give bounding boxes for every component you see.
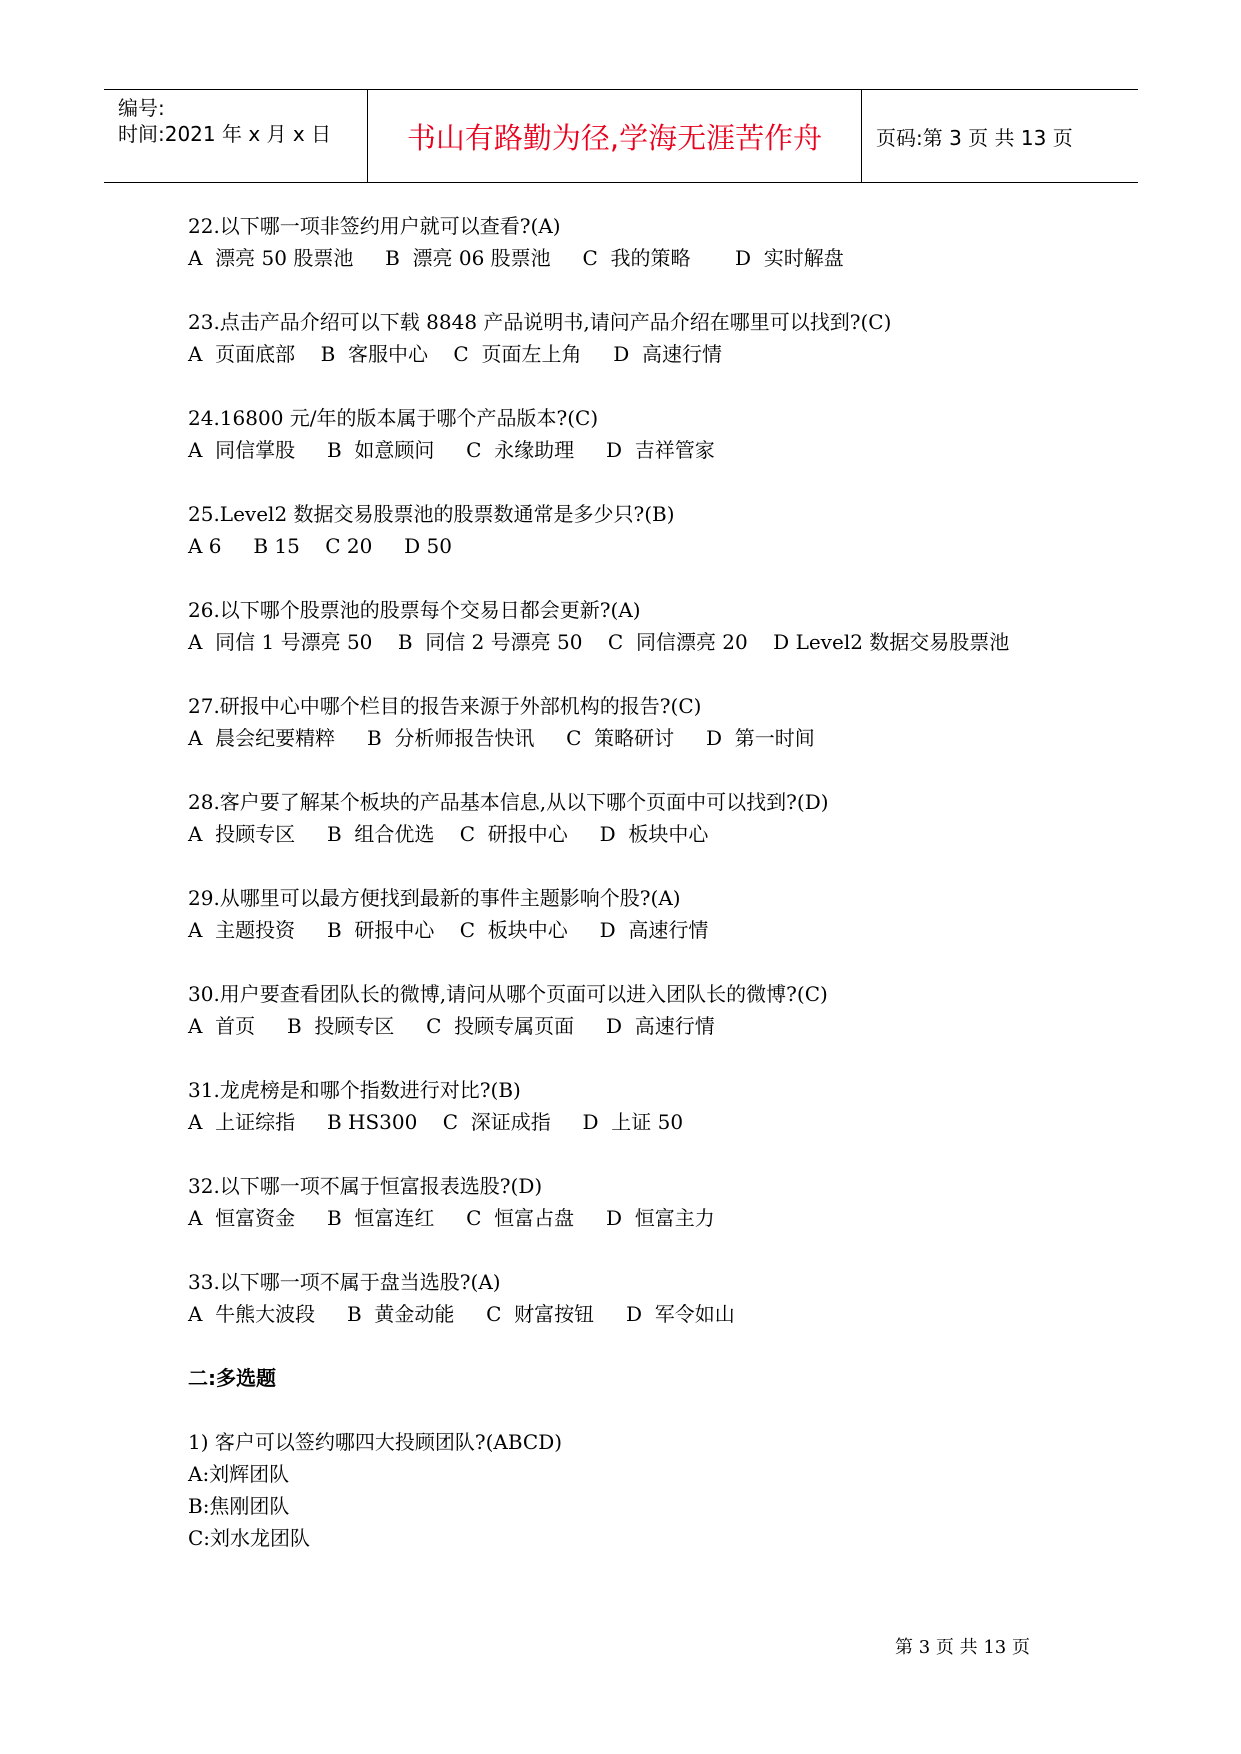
motto: 书山有路勤为径,学海无涯苦作舟 [406,120,823,155]
question-options: A 主题投资 B 研报中心 C 板块中心 D 高速行情 [188,918,709,942]
question-text: 32.以下哪一项不属于恒富报表选股?(D) [188,1174,543,1198]
number-label: 编号: [118,96,165,120]
question-text: 30.用户要查看团队长的微博,请问从哪个页面可以进入团队长的微博?(C) [188,982,828,1006]
multi-question-1 [188,1426,1108,1554]
question-33 [188,1266,1108,1330]
question-30 [188,978,1108,1042]
question-text: 27.研报中心中哪个栏目的报告来源于外部机构的报告?(C) [188,694,702,718]
page-footer: 第 3 页 共 13 页 [895,1637,1030,1658]
question-23 [188,306,1108,370]
question-options: A 恒富资金 B 恒富连红 C 恒富占盘 D 恒富主力 [188,1206,715,1230]
question-text: 25.Level2 数据交易股票池的股票数通常是多少只?(B) [188,502,675,526]
document-body [188,210,1108,1586]
question-options: A 首页 B 投顾专区 C 投顾专属页面 D 高速行情 [188,1014,715,1038]
question-options: A 页面底部 B 客服中心 C 页面左上角 D 高速行情 [188,342,722,366]
question-25 [188,498,1108,562]
question-options: A 6 B 15 C 20 D 50 [188,534,452,558]
question-text: 22.以下哪一项非签约用户就可以查看?(A) [188,214,561,238]
question-text: 24.16800 元/年的版本属于哪个产品版本?(C) [188,406,599,430]
question-31 [188,1074,1108,1138]
question-27 [188,690,1108,754]
question-options: A 晨会纪要精粹 B 分析师报告快讯 C 策略研讨 D 第一时间 [188,726,815,750]
question-options: A 投顾专区 B 组合优选 C 研报中心 D 板块中心 [188,822,709,846]
question-options: A 漂亮 50 股票池 B 漂亮 06 股票池 C 我的策略 D 实时解盘 [188,246,844,270]
question-22 [188,210,1108,274]
question-text: 23.点击产品介绍可以下载 8848 产品说明书,请问产品介绍在哪里可以找到?(C) [188,310,892,334]
question-28 [188,786,1108,850]
question-text: 33.以下哪一项不属于盘当选股?(A) [188,1270,501,1294]
question-text: 31.龙虎榜是和哪个指数进行对比?(B) [188,1078,521,1102]
page-label: 页码:第 3 页 共 13 页 [876,125,1073,150]
question-options: A 同信 1 号漂亮 50 B 同信 2 号漂亮 50 C 同信漂亮 20 D Level2 数据交易股票池 [188,630,1010,654]
header-info-cell [104,90,368,182]
question-options: A 同信掌股 B 如意顾问 C 永缘助理 D 吉祥管家 [188,438,715,462]
question-options: A 牛熊大波段 B 黄金动能 C 财富按钮 D 军令如山 [188,1302,735,1326]
question-29 [188,882,1108,946]
question-24 [188,402,1108,466]
question-text: 29.从哪里可以最方便找到最新的事件主题影响个股?(A) [188,886,681,910]
page-header [104,89,1138,183]
question-text: 26.以下哪个股票池的股票每个交易日都会更新?(A) [188,598,641,622]
header-page-cell [862,90,1152,182]
question-options: A 上证综指 B HS300 C 深证成指 D 上证 50 [188,1110,684,1134]
section-title: 二:多选题 [188,1366,276,1390]
question-32 [188,1170,1108,1234]
option-b: B:焦刚团队 [188,1494,290,1518]
question-text: 28.客户要了解某个板块的产品基本信息,从以下哪个页面中可以找到?(D) [188,790,829,814]
question-26 [188,594,1108,658]
option-c: C:刘水龙团队 [188,1526,311,1550]
header-motto-cell [368,90,862,182]
time-label: 时间:2021 年 x 月 x 日 [118,122,332,146]
question-text: 1) 客户可以签约哪四大投顾团队?(ABCD) [188,1430,563,1454]
option-a: A:刘辉团队 [188,1462,290,1486]
